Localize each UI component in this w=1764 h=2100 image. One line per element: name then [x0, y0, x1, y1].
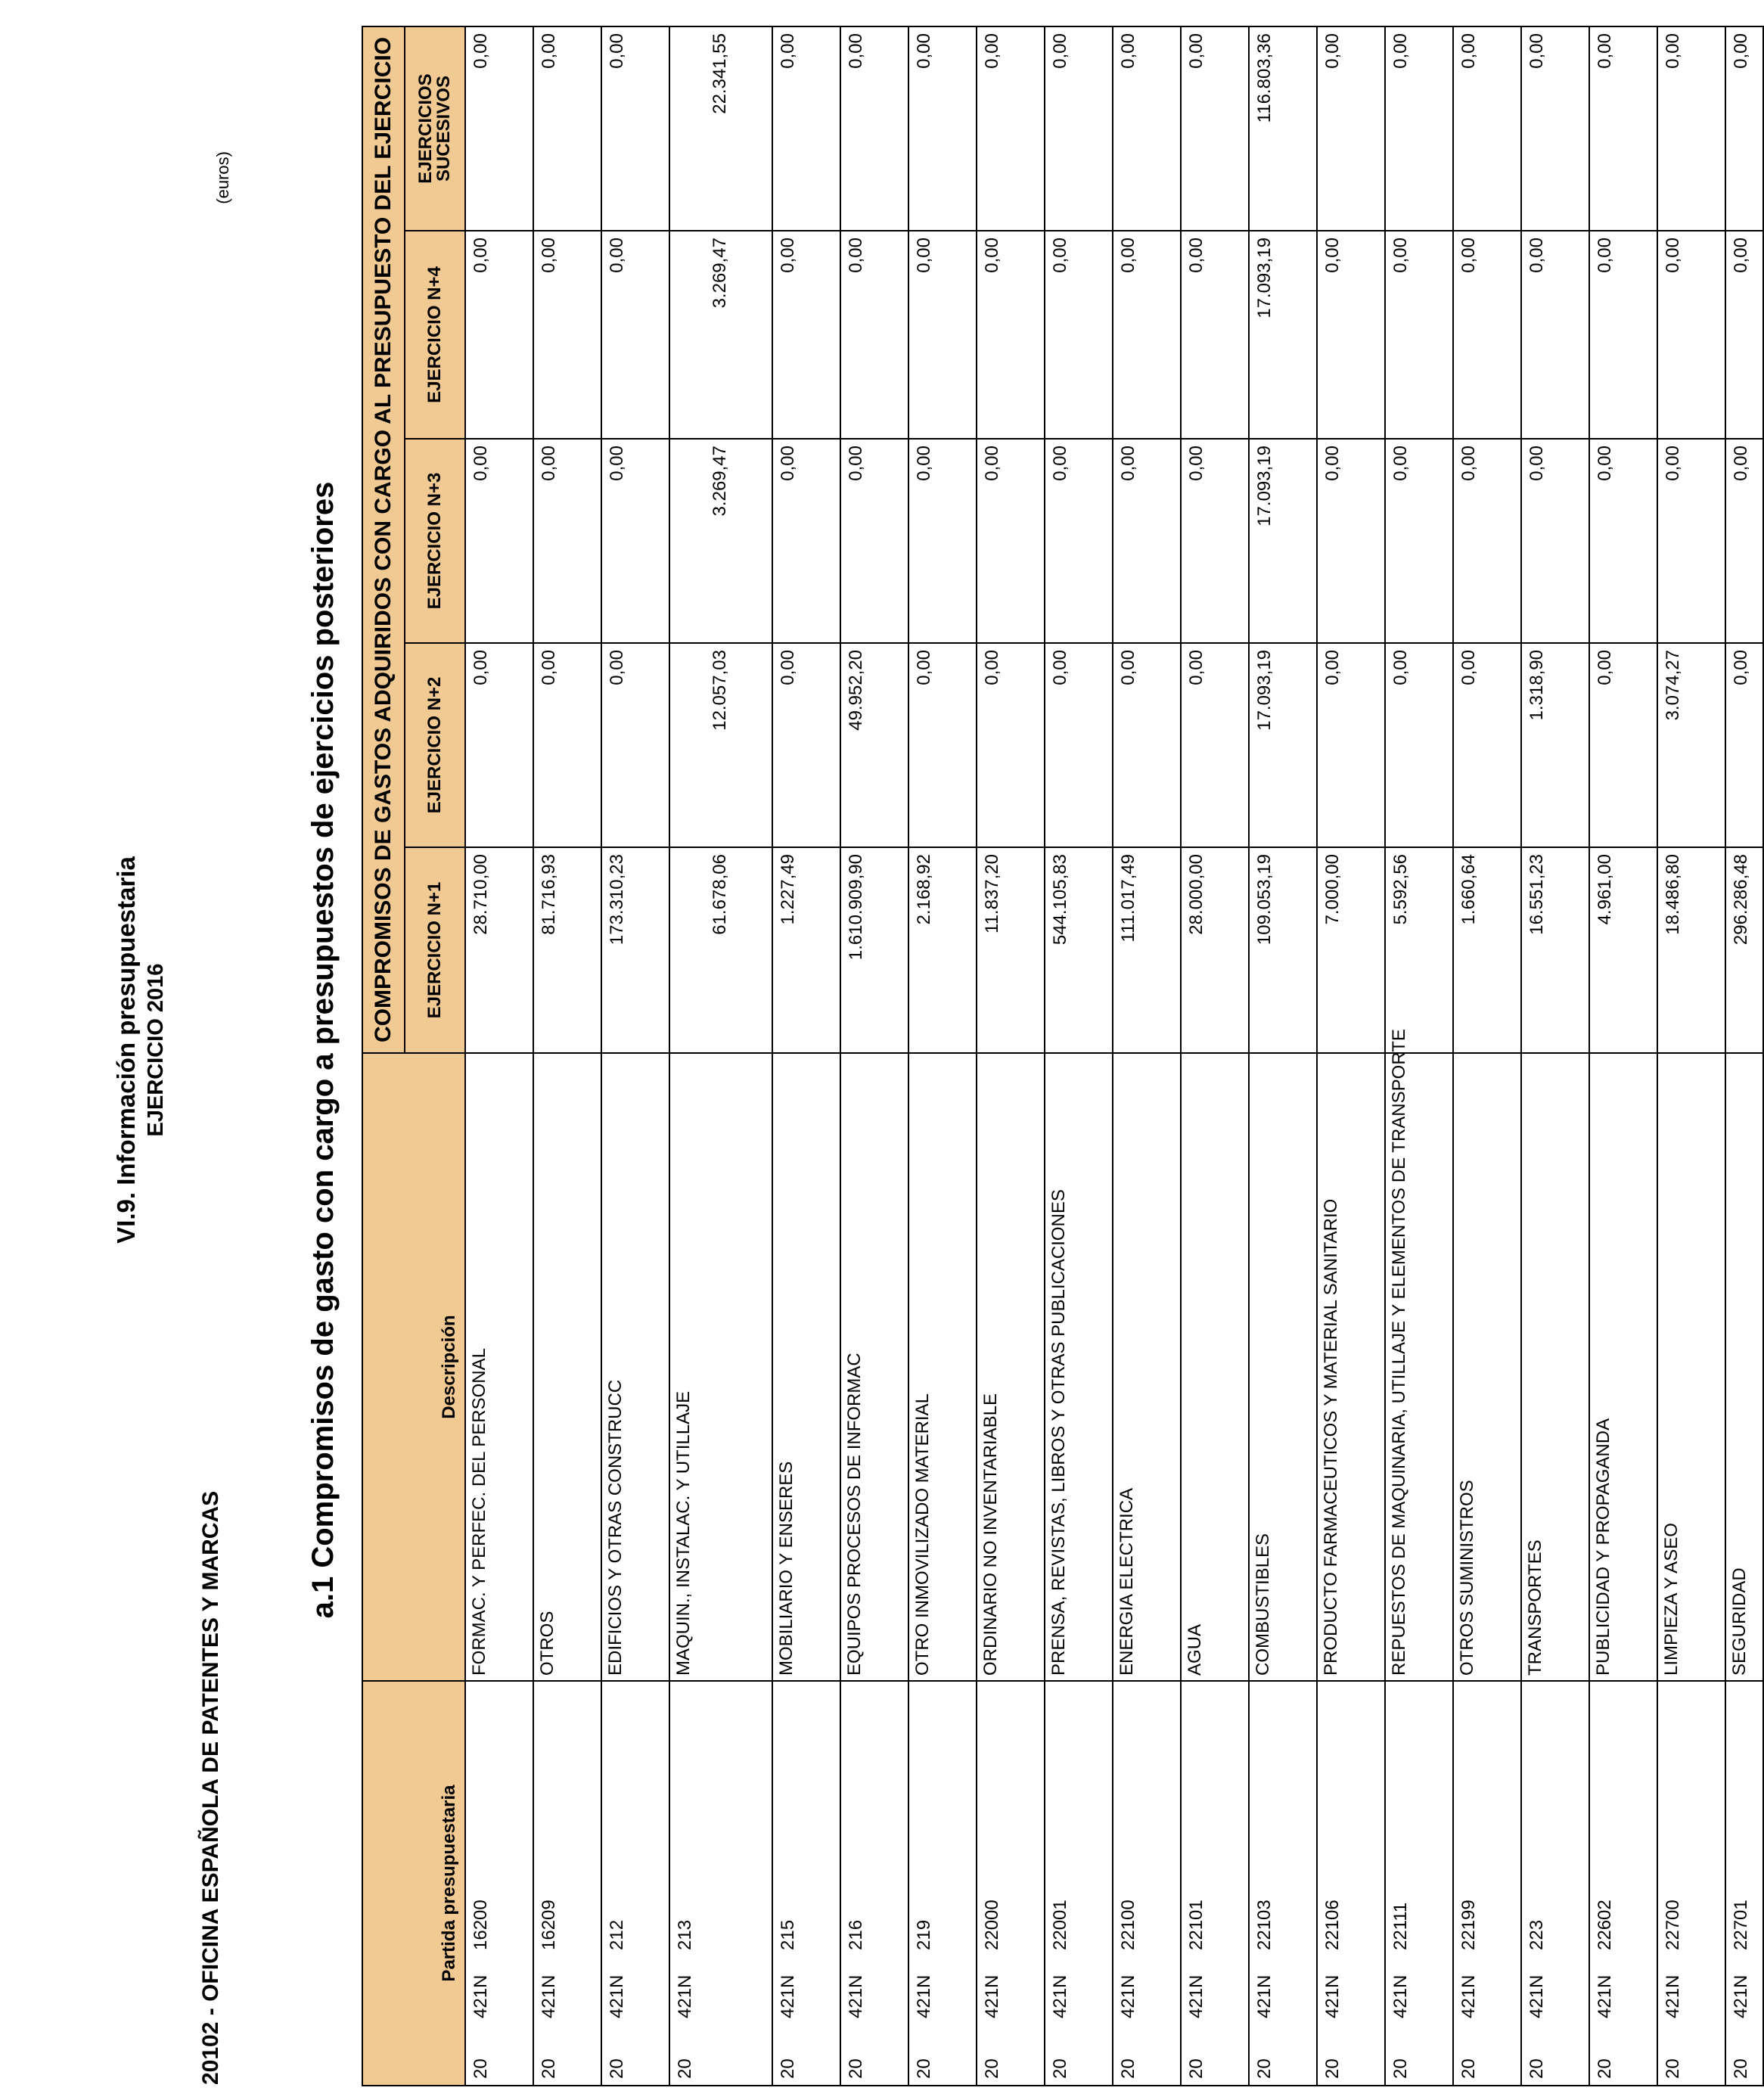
cell-partida [669, 1681, 772, 2086]
table-row [1317, 26, 1385, 2086]
partida-economica: 16209 [539, 1900, 559, 1950]
partida-economica: 22602 [1595, 1900, 1615, 1950]
cell-descripcion: OTROS [533, 1053, 601, 1681]
partida-programa: 421N [539, 1974, 559, 2018]
table-row [465, 26, 533, 2086]
cell-ejercicio-n4: 0,00 [1045, 231, 1113, 439]
cell-ejercicio-n2: 0,00 [1045, 643, 1113, 847]
cell-partida [1181, 1681, 1249, 2086]
cell-ejercicio-n4: 0,00 [908, 231, 977, 439]
header-ejercicio-n3: EJERCICIO N+3 [405, 439, 465, 643]
cell-ejercicio-n2: 0,00 [977, 643, 1045, 847]
cell-ejercicio-n3: 0,00 [977, 439, 1045, 643]
partida-organico: 20 [846, 2058, 866, 2079]
cell-ejercicio-n3: 0,00 [908, 439, 977, 643]
cell-partida [533, 1681, 601, 2086]
cell-ejercicio-n4: 0,00 [977, 231, 1045, 439]
table-row [1385, 26, 1453, 2086]
cell-ejercicio-n3: 0,00 [1385, 439, 1453, 643]
cell-ejercicio-n1: 7.000,00 [1317, 847, 1385, 1053]
header-sucesivos-line2: SUCESIVOS [433, 75, 454, 182]
header-group-compromisos: COMPROMISOS DE GASTOS ADQUIRIDOS CON CARGO AL PRESUPUESTO DEL EJERCICIO [362, 26, 405, 1053]
cell-partida [465, 1681, 533, 2086]
cell-ejercicios-sucesivos: 0,00 [601, 26, 669, 231]
cell-ejercicio-n1: 1.227,49 [772, 847, 840, 1053]
partida-organico: 20 [982, 2058, 1002, 2079]
partida-programa: 421N [471, 1974, 491, 2018]
cell-ejercicio-n2: 0,00 [1453, 643, 1521, 847]
partida-economica: 219 [914, 1919, 934, 1950]
cell-ejercicio-n2: 0,00 [601, 643, 669, 847]
cell-descripcion: AGUA [1181, 1053, 1249, 1681]
partida-programa: 421N [1731, 1974, 1751, 2018]
entity-name: 20102 - OFICINA ESPAÑOLA DE PATENTES Y MARCAS [198, 1490, 223, 2085]
cell-ejercicio-n1: 11.837,20 [977, 847, 1045, 1053]
header-partida: Partida presupuestaria [362, 1681, 465, 2086]
cell-partida [1657, 1681, 1725, 2086]
cell-ejercicio-n4: 0,00 [1181, 231, 1249, 439]
cell-ejercicio-n1: 1.610.909,90 [840, 847, 908, 1053]
partida-organico: 20 [1254, 2058, 1275, 2079]
header-ejercicio-n4: EJERCICIO N+4 [405, 231, 465, 439]
cell-descripcion: ORDINARIO NO INVENTARIABLE [977, 1053, 1045, 1681]
partida-programa: 421N [607, 1974, 627, 2018]
partida-programa: 421N [1322, 1974, 1343, 2018]
cell-descripcion: SEGURIDAD [1725, 1053, 1763, 1681]
cell-ejercicio-n2: 0,00 [1725, 643, 1763, 847]
cell-ejercicio-n3: 3.269,47 [669, 439, 772, 643]
partida-programa: 421N [1390, 1974, 1411, 2018]
cell-ejercicios-sucesivos: 22.341,55 [669, 26, 772, 231]
cell-partida [840, 1681, 908, 2086]
cell-ejercicio-n2: 0,00 [772, 643, 840, 847]
cell-ejercicios-sucesivos: 0,00 [465, 26, 533, 231]
partida-economica: 22106 [1322, 1900, 1343, 1950]
cell-ejercicio-n3: 0,00 [1453, 439, 1521, 643]
table-row [1045, 26, 1113, 2086]
table-row [1725, 26, 1763, 2086]
cell-ejercicios-sucesivos: 0,00 [1725, 26, 1763, 231]
cell-descripcion: REPUESTOS DE MAQUINARIA, UTILLAJE Y ELEMENTOS DE TRANSPORTE [1385, 1053, 1453, 1681]
cell-ejercicio-n3: 0,00 [1317, 439, 1385, 643]
partida-organico: 20 [1322, 2058, 1343, 2079]
partida-programa: 421N [1118, 1974, 1138, 2018]
cell-ejercicio-n2: 0,00 [1589, 643, 1657, 847]
cell-ejercicio-n3: 0,00 [1045, 439, 1113, 643]
cell-ejercicio-n2: 49.952,20 [840, 643, 908, 847]
cell-ejercicios-sucesivos: 0,00 [1657, 26, 1725, 231]
cell-ejercicios-sucesivos: 0,00 [1589, 26, 1657, 231]
partida-programa: 421N [778, 1974, 798, 2018]
table-row [1249, 26, 1317, 2086]
partida-programa: 421N [846, 1974, 866, 2018]
cell-partida [908, 1681, 977, 2086]
cell-ejercicio-n4: 0,00 [1385, 231, 1453, 439]
cell-ejercicio-n2: 3.074,27 [1657, 643, 1725, 847]
cell-ejercicio-n3: 0,00 [840, 439, 908, 643]
cell-partida [1317, 1681, 1385, 2086]
cell-ejercicios-sucesivos: 0,00 [1181, 26, 1249, 231]
header-sucesivos-line1: EJERCICIOS [415, 73, 436, 184]
cell-partida [1045, 1681, 1113, 2086]
cell-partida [772, 1681, 840, 2086]
partida-economica: 215 [778, 1919, 798, 1950]
partida-economica: 16200 [471, 1900, 491, 1950]
cell-ejercicio-n3: 0,00 [1657, 439, 1725, 643]
table-row [1657, 26, 1725, 2086]
partida-economica: 22701 [1731, 1900, 1751, 1950]
cell-partida [1453, 1681, 1521, 2086]
partida-organico: 20 [1458, 2058, 1479, 2079]
cell-ejercicio-n4: 0,00 [533, 231, 601, 439]
table-row [601, 26, 669, 2086]
cell-ejercicio-n3: 0,00 [1725, 439, 1763, 643]
cell-ejercicios-sucesivos: 0,00 [1113, 26, 1181, 231]
cell-ejercicio-n1: 18.486,80 [1657, 847, 1725, 1053]
table-row [1521, 26, 1589, 2086]
cell-ejercicio-n4: 0,00 [601, 231, 669, 439]
cell-partida [977, 1681, 1045, 2086]
cell-descripcion: TRANSPORTES [1521, 1053, 1589, 1681]
cell-ejercicio-n4: 0,00 [840, 231, 908, 439]
partida-organico: 20 [471, 2058, 491, 2079]
cell-ejercicio-n2: 17.093,19 [1249, 643, 1317, 847]
cell-ejercicio-n1: 296.286,48 [1725, 847, 1763, 1053]
table-body [465, 26, 1763, 2086]
cell-ejercicio-n4: 0,00 [1453, 231, 1521, 439]
cell-ejercicios-sucesivos: 0,00 [977, 26, 1045, 231]
cell-ejercicio-n1: 61.678,06 [669, 847, 772, 1053]
cell-partida [1249, 1681, 1317, 2086]
partida-economica: 216 [846, 1919, 866, 1950]
partida-programa: 421N [1050, 1974, 1070, 2018]
cell-ejercicio-n4: 3.269,47 [669, 231, 772, 439]
partida-programa: 421N [1186, 1974, 1207, 2018]
cell-descripcion: FORMAC. Y PERFEC. DEL PERSONAL [465, 1053, 533, 1681]
partida-economica: 22100 [1118, 1900, 1138, 1950]
cell-ejercicio-n3: 0,00 [533, 439, 601, 643]
partida-organico: 20 [914, 2058, 934, 2079]
partida-programa: 421N [914, 1974, 934, 2018]
cell-ejercicios-sucesivos: 0,00 [533, 26, 601, 231]
cell-ejercicio-n4: 0,00 [1589, 231, 1657, 439]
cell-ejercicio-n3: 0,00 [601, 439, 669, 643]
table-row [533, 26, 601, 2086]
table-row [1113, 26, 1181, 2086]
cell-descripcion: OTRO INMOVILIZADO MATERIAL [908, 1053, 977, 1681]
table-row [1589, 26, 1657, 2086]
partida-organico: 20 [675, 2058, 695, 2079]
cell-ejercicio-n4: 0,00 [465, 231, 533, 439]
cell-ejercicios-sucesivos: 0,00 [1453, 26, 1521, 231]
partida-economica: 22001 [1050, 1900, 1070, 1950]
cell-ejercicio-n3: 0,00 [465, 439, 533, 643]
cell-ejercicios-sucesivos: 0,00 [1521, 26, 1589, 231]
partida-organico: 20 [1731, 2058, 1751, 2079]
cell-ejercicio-n2: 0,00 [908, 643, 977, 847]
cell-ejercicio-n4: 0,00 [1725, 231, 1763, 439]
cell-ejercicio-n3: 0,00 [1113, 439, 1181, 643]
cell-ejercicio-n2: 12.057,03 [669, 643, 772, 847]
cell-descripcion: EQUIPOS PROCESOS DE INFORMAC [840, 1053, 908, 1681]
cell-ejercicio-n4: 0,00 [1521, 231, 1589, 439]
table-row [772, 26, 840, 2086]
cell-descripcion: MOBILIARIO Y ENSERES [772, 1053, 840, 1681]
cell-ejercicio-n2: 0,00 [1113, 643, 1181, 847]
cell-ejercicio-n1: 28.710,00 [465, 847, 533, 1053]
partida-programa: 421N [1526, 1974, 1547, 2018]
cell-ejercicio-n1: 1.660,64 [1453, 847, 1521, 1053]
units-label: (euros) [213, 151, 232, 204]
section-title: a.1 Compromisos de gasto con cargo a presupuestos de ejercicios posteriores [306, 481, 340, 1619]
partida-organico: 20 [607, 2058, 627, 2079]
partida-programa: 421N [1595, 1974, 1615, 2018]
cell-ejercicio-n3: 0,00 [1181, 439, 1249, 643]
table-row [1181, 26, 1249, 2086]
cell-ejercicio-n1: 2.168,92 [908, 847, 977, 1053]
cell-ejercicio-n1: 81.716,93 [533, 847, 601, 1053]
partida-economica: 213 [675, 1919, 695, 1950]
table-row [908, 26, 977, 2086]
table-row [669, 26, 772, 2086]
header-ejercicio-n2: EJERCICIO N+2 [405, 643, 465, 847]
cell-ejercicio-n1: 28.000,00 [1181, 847, 1249, 1053]
cell-partida [1113, 1681, 1181, 2086]
partida-economica: 22000 [982, 1900, 1002, 1950]
cell-ejercicio-n3: 0,00 [1589, 439, 1657, 643]
cell-ejercicio-n3: 0,00 [772, 439, 840, 643]
cell-descripcion: OTROS SUMINISTROS [1453, 1053, 1521, 1681]
cell-descripcion: PUBLICIDAD Y PROPAGANDA [1589, 1053, 1657, 1681]
partida-economica: 212 [607, 1919, 627, 1950]
header-descripcion: Descripción [362, 1053, 465, 1681]
cell-ejercicio-n2: 0,00 [1385, 643, 1453, 847]
partida-economica: 22111 [1390, 1902, 1411, 1950]
table-row [1453, 26, 1521, 2086]
cell-descripcion: PRENSA, REVISTAS, LIBROS Y OTRAS PUBLICACIONES [1045, 1053, 1113, 1681]
cell-partida [1385, 1681, 1453, 2086]
partida-organico: 20 [778, 2058, 798, 2079]
cell-ejercicio-n3: 17.093,19 [1249, 439, 1317, 643]
partida-economica: 22199 [1458, 1900, 1479, 1950]
partida-economica: 22103 [1254, 1900, 1275, 1950]
cell-ejercicio-n2: 0,00 [465, 643, 533, 847]
cell-ejercicios-sucesivos: 0,00 [840, 26, 908, 231]
partida-organico: 20 [1118, 2058, 1138, 2079]
cell-ejercicio-n1: 16.551,23 [1521, 847, 1589, 1053]
report-title: VI.9. Información presupuestaria [112, 856, 140, 1244]
cell-ejercicio-n4: 0,00 [1113, 231, 1181, 439]
cell-partida [1725, 1681, 1763, 2086]
cell-descripcion: LIMPIEZA Y ASEO [1657, 1053, 1725, 1681]
cell-ejercicios-sucesivos: 0,00 [908, 26, 977, 231]
cell-ejercicio-n4: 0,00 [1657, 231, 1725, 439]
partida-organico: 20 [1390, 2058, 1411, 2079]
cell-ejercicio-n2: 0,00 [1181, 643, 1249, 847]
partida-economica: 22101 [1186, 1900, 1207, 1950]
report-subtitle: EJERCICIO 2016 [144, 963, 168, 1137]
cell-partida [1589, 1681, 1657, 2086]
cell-descripcion: MAQUIN., INSTALAC. Y UTILLAJE [669, 1053, 772, 1681]
header-ejercicios-sucesivos [405, 26, 465, 231]
commitments-table [362, 26, 1764, 2086]
partida-organico: 20 [1526, 2058, 1547, 2079]
cell-ejercicio-n3: 0,00 [1521, 439, 1589, 643]
cell-partida [601, 1681, 669, 2086]
partida-economica: 22700 [1663, 1900, 1683, 1950]
partida-organico: 20 [539, 2058, 559, 2079]
partida-programa: 421N [982, 1974, 1002, 2018]
cell-ejercicio-n1: 544.105,83 [1045, 847, 1113, 1053]
cell-descripcion: COMBUSTIBLES [1249, 1053, 1317, 1681]
partida-programa: 421N [1663, 1974, 1683, 2018]
cell-ejercicio-n1: 4.961,00 [1589, 847, 1657, 1053]
cell-descripcion: EDIFICIOS Y OTRAS CONSTRUCC [601, 1053, 669, 1681]
cell-ejercicio-n1: 111.017,49 [1113, 847, 1181, 1053]
partida-organico: 20 [1663, 2058, 1683, 2079]
cell-ejercicios-sucesivos: 116.803,36 [1249, 26, 1317, 231]
partida-programa: 421N [675, 1974, 695, 2018]
cell-ejercicios-sucesivos: 0,00 [1045, 26, 1113, 231]
cell-ejercicio-n4: 0,00 [1317, 231, 1385, 439]
table-row [840, 26, 908, 2086]
partida-programa: 421N [1458, 1974, 1479, 2018]
cell-ejercicios-sucesivos: 0,00 [772, 26, 840, 231]
partida-programa: 421N [1254, 1974, 1275, 2018]
cell-ejercicios-sucesivos: 0,00 [1385, 26, 1453, 231]
cell-descripcion: ENERGIA ELECTRICA [1113, 1053, 1181, 1681]
partida-organico: 20 [1050, 2058, 1070, 2079]
partida-organico: 20 [1595, 2058, 1615, 2079]
cell-ejercicio-n2: 0,00 [533, 643, 601, 847]
header-ejercicio-n1: EJERCICIO N+1 [405, 847, 465, 1053]
cell-ejercicio-n2: 0,00 [1317, 643, 1385, 847]
table-row [977, 26, 1045, 2086]
partida-economica: 223 [1526, 1919, 1547, 1950]
cell-ejercicio-n4: 17.093,19 [1249, 231, 1317, 439]
cell-ejercicio-n4: 0,00 [772, 231, 840, 439]
cell-ejercicio-n1: 5.592,56 [1385, 847, 1453, 1053]
partida-organico: 20 [1186, 2058, 1207, 2079]
cell-descripcion: PRODUCTO FARMACEUTICOS Y MATERIAL SANITARIO [1317, 1053, 1385, 1681]
cell-ejercicio-n2: 1.318,90 [1521, 643, 1589, 847]
cell-ejercicio-n1: 173.310,23 [601, 847, 669, 1053]
cell-ejercicios-sucesivos: 0,00 [1317, 26, 1385, 231]
cell-ejercicio-n1: 109.053,19 [1249, 847, 1317, 1053]
cell-partida [1521, 1681, 1589, 2086]
